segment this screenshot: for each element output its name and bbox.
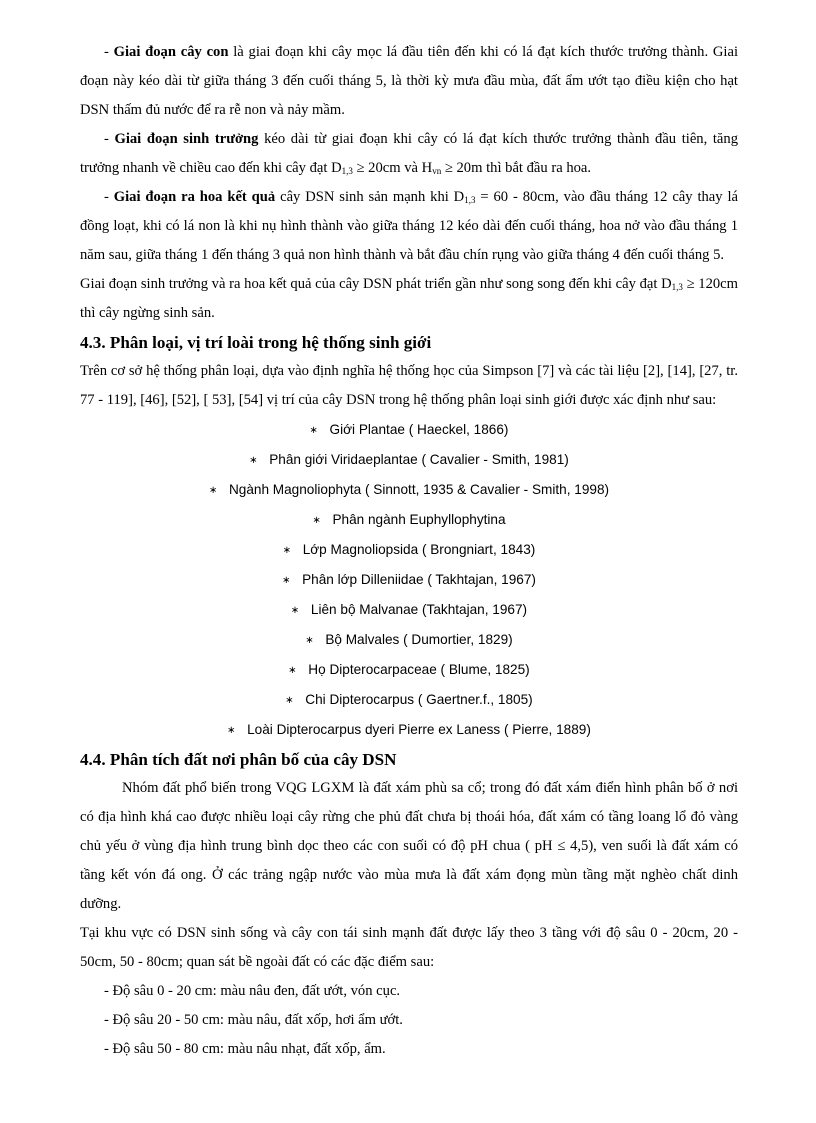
asterisk-bullet: ∗ — [312, 515, 321, 526]
section-heading-soil: 4.4. Phân tích đất nơi phân bố của cây DSN — [80, 750, 397, 769]
paragraph-text: ≥ 120cm thì cây ngừng sinh sản. — [80, 276, 738, 321]
taxonomy-rank-text: Chi Dipterocarpus ( Gaertner.f., 1805) — [305, 692, 533, 707]
taxonomy-rank — [80, 715, 738, 745]
asterisk-bullet: ∗ — [227, 725, 236, 736]
paragraph-text: Giai đoạn sinh trưởng và ra hoa kết quả của cây DSN phát triển gần như song song đến khi cây đạt D — [80, 276, 672, 292]
section-heading-taxonomy: 4.3. Phân loại, vị trí loài trong hệ thống sinh giới — [80, 333, 432, 352]
bullet-dash: - — [104, 189, 114, 205]
asterisk-bullet: ∗ — [290, 605, 300, 616]
paragraph-growth-stage — [80, 125, 738, 183]
taxonomy-rank-text: Lớp Magnoliopsida ( Brongniart, 1843) — [302, 542, 536, 557]
paragraph-seedling-stage — [80, 38, 738, 125]
asterisk-bullet: ∗ — [305, 635, 314, 646]
paragraph-text: = 60 - 80cm, vào đầu tháng 12 cây thay lá đồng loạt, khi có lá non là khi nụ hình thành vào giữa tháng 12 kéo dài đến cuối tháng, hoa nở vào đầu tháng 1 năm sau, giữa tháng 1 đến tháng 3 quả non hình thành và bắt đầu chín rụng vào giữa tháng 4 đến cuối tháng 5. — [80, 189, 738, 263]
taxonomy-rank-text: Phân lớp Dilleniidae ( Takhtajan, 1967) — [302, 572, 536, 587]
paragraph-text: ≥ 20cm và H — [352, 160, 433, 176]
taxonomy-rank — [80, 445, 738, 475]
taxonomy-rank — [80, 625, 738, 655]
paragraph-soil-groups: Nhóm đất phổ biến trong VQG LGXM là đất xám phù sa cổ; trong đó đất xám điển hình phân bố ở nơi có địa hình khá cao được nhiều loại cây rừng che phủ đất chưa bị thoái hóa, đất xám có tầng loang lổ đỏ vàng chủ yếu ở vùng địa hình trung bình dọc theo các con suối có độ pH chua ( pH ≤ 4,5), ven suối là đất xám có tầng kết vón đá ong. Ở các trảng ngập nước vào mùa mưa là đất xám đọng mùn tầng mặt nghèo chất dinh dưỡng. — [80, 780, 738, 912]
soil-layer-item: - Độ sâu 50 - 80 cm: màu nâu nhạt, đất xốp, ẩm. — [104, 1041, 386, 1057]
taxonomy-rank — [80, 475, 738, 505]
taxonomy-rank-text: Họ Dipterocarpaceae ( Blume, 1825) — [308, 662, 530, 677]
paragraph-text: cây DSN sinh sản mạnh khi D — [275, 189, 465, 205]
paragraph-flowering-stage — [80, 183, 738, 270]
paragraph-parallel-growth — [80, 270, 738, 328]
asterisk-bullet: ∗ — [282, 545, 292, 556]
soil-layer-list — [80, 977, 738, 1064]
asterisk-bullet: ∗ — [285, 695, 294, 706]
subscript: vn — [432, 166, 442, 176]
asterisk-bullet: ∗ — [282, 575, 291, 586]
taxonomy-rank — [80, 505, 738, 535]
term-flowering-stage: Giai đoạn ra hoa kết quả — [113, 189, 276, 205]
subscript: 1,3 — [671, 282, 683, 292]
paragraph-taxonomy-intro: Trên cơ sở hệ thống phân loại, dựa vào định nghĩa hệ thống học của Simpson [7] và các tài liệu [2], [14], [27, tr. 77 - 119], [46], [52], [ 53], [54] vị trí của cây DSN trong hệ thống phân loại sinh giới được xác định như sau: — [80, 363, 738, 408]
taxonomy-list — [80, 415, 738, 745]
bullet-dash: - — [104, 44, 114, 60]
taxonomy-rank — [80, 685, 738, 715]
term-growth-stage: Giai đoạn sinh trưởng — [114, 131, 259, 147]
taxonomy-rank — [80, 595, 738, 625]
asterisk-bullet: ∗ — [208, 485, 218, 496]
paragraph-text: ≥ 20m thì bắt đầu ra hoa. — [441, 160, 592, 176]
taxonomy-rank — [80, 565, 738, 595]
soil-layer-item: - Độ sâu 0 - 20 cm: màu nâu đen, đất ướt, vón cục. — [104, 983, 401, 999]
taxonomy-rank-text: Ngành Magnoliophyta ( Sinnott, 1935 & Cavalier - Smith, 1998) — [228, 482, 610, 497]
taxonomy-rank — [80, 655, 738, 685]
taxonomy-rank — [80, 415, 738, 445]
document-page — [80, 38, 738, 1064]
taxonomy-rank-text: Liên bộ Malvanae (Takhtajan, 1967) — [310, 602, 528, 617]
paragraph-text: kéo dài từ giai đoạn khi cây có lá đạt kích thước trưởng thành đầu tiên, tăng trưởng nhanh về chiều cao đến khi cây đạt D — [80, 131, 738, 176]
subscript: 1,3 — [464, 195, 476, 205]
term-seedling-stage: Giai đoạn cây con — [113, 44, 229, 60]
taxonomy-rank-text: Phân giới Viridaeplantae ( Cavalier - Smith, 1981) — [269, 452, 569, 467]
paragraph-text: là giai đoạn khi cây mọc lá đầu tiên đến khi có lá đạt kích thước trưởng thành. Giai đoạn này kéo dài từ giữa tháng 3 đến cuối tháng 5, là thời kỳ mưa đầu mùa, đất ẩm ướt tạo điều kiện cho hạt DSN thấm đủ nước để ra rễ non và nảy mầm. — [80, 44, 738, 118]
bullet-dash: - — [104, 131, 115, 147]
taxonomy-rank — [80, 535, 738, 565]
asterisk-bullet: ∗ — [309, 425, 318, 436]
soil-layer-item: - Độ sâu 20 - 50 cm: màu nâu, đất xốp, hơi ẩm ướt. — [104, 1012, 403, 1028]
taxonomy-rank-text: Phân ngành Euphyllophytina — [332, 512, 506, 527]
taxonomy-rank-text: Loài Dipterocarpus dyeri Pierre ex Laness ( Pierre, 1889) — [247, 722, 591, 737]
paragraph-soil-sampling: Tại khu vực có DSN sinh sống và cây con tái sinh mạnh đất được lấy theo 3 tầng với độ sâu 0 - 20cm, 20 - 50cm, 50 - 80cm; quan sát bề ngoài đất có các đặc điểm sau: — [80, 925, 738, 970]
taxonomy-rank-text: Giới Plantae ( Haeckel, 1866) — [329, 422, 509, 437]
taxonomy-rank-text: Bộ Malvales ( Dumortier, 1829) — [325, 632, 513, 647]
asterisk-bullet: ∗ — [249, 455, 258, 466]
subscript: 1,3 — [341, 166, 353, 176]
asterisk-bullet: ∗ — [288, 665, 297, 676]
